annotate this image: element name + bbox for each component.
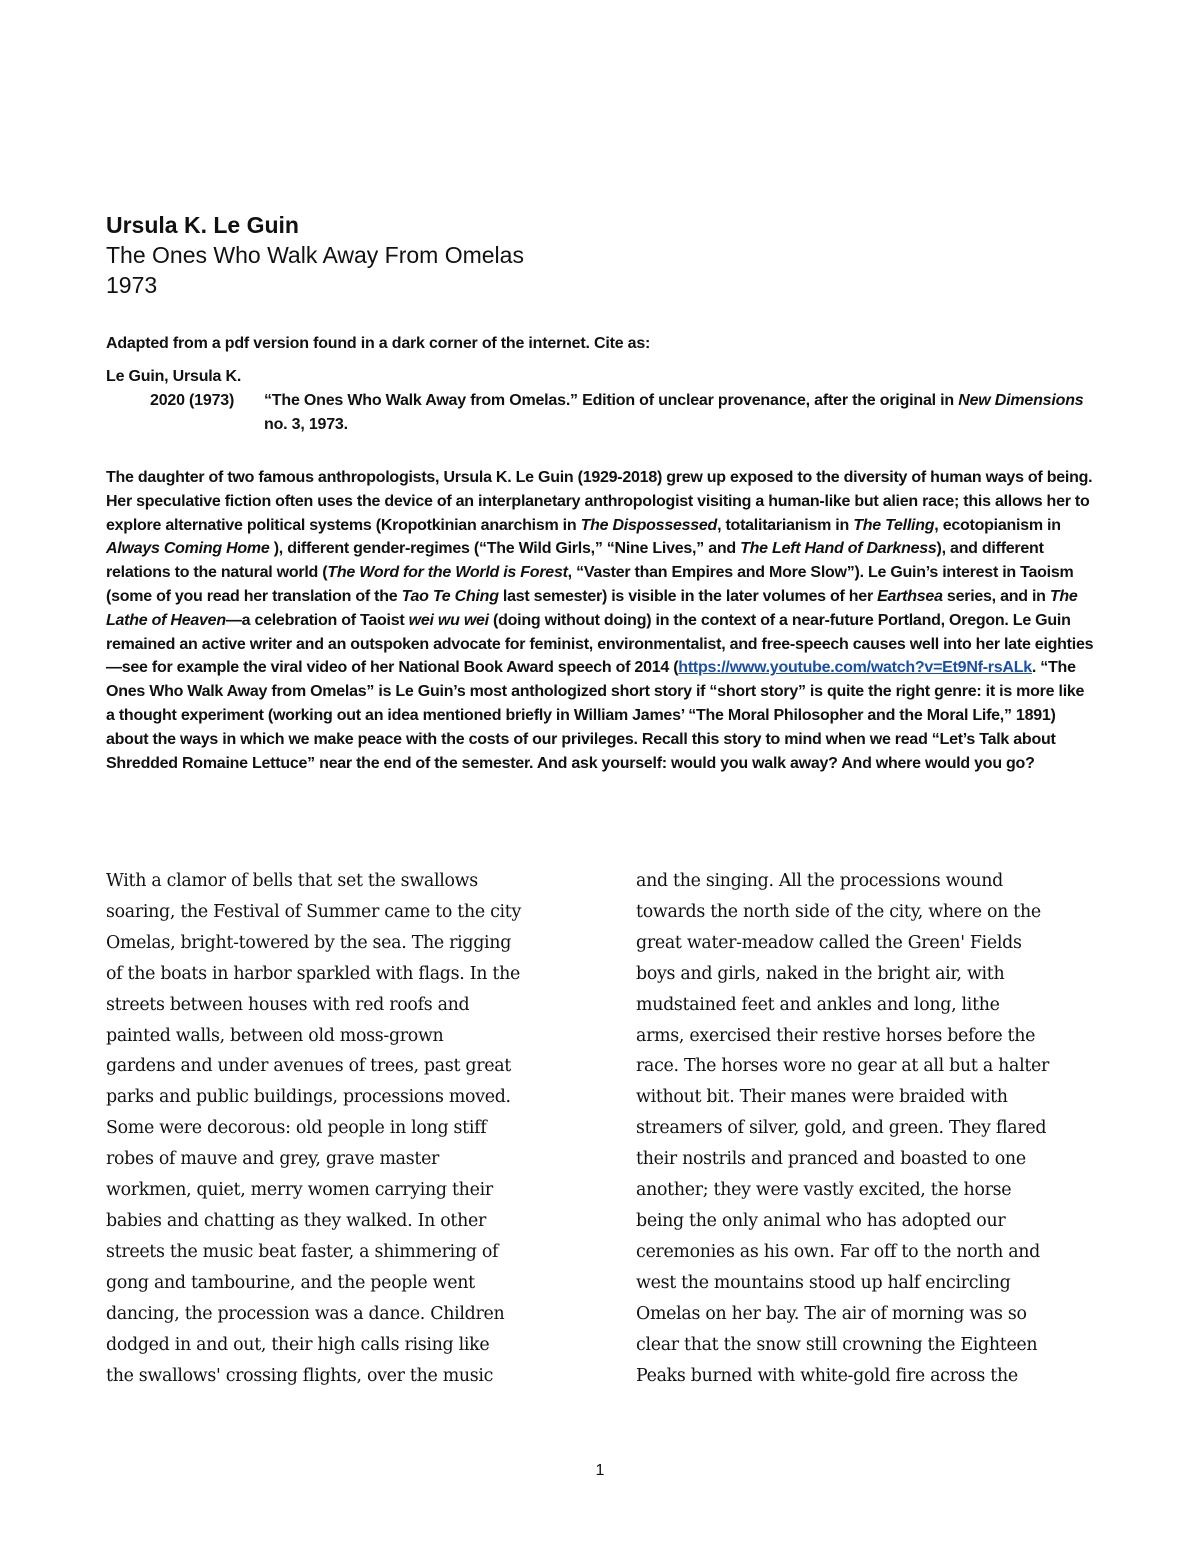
story-line: without bit. Their manes were braided with (636, 1087, 1008, 1108)
story-line: dodged in and out, their high calls rising like (106, 1334, 490, 1355)
story-line: another; they were vastly excited, the horse (636, 1180, 1012, 1201)
story-line: dancing, the procession was a dance. Children (106, 1303, 505, 1324)
story-line: boys and girls, naked in the bright air, with (636, 963, 1005, 984)
document-header (106, 210, 1096, 300)
youtube-link[interactable]: https://www.youtube.com/watch?v=Et9Nf-rsALk (678, 659, 1032, 677)
citation-note (106, 332, 1096, 437)
citation-intro: Adapted from a pdf version found in a dark corner of the internet. Cite as: (106, 335, 651, 352)
story-line: clear that the snow still crowning the Eighteen (636, 1334, 1038, 1355)
citation-italic: New Dimensions (958, 392, 1084, 409)
story-column-right (636, 866, 1106, 1391)
citation-entry (106, 389, 1096, 437)
publication-year: 1973 (106, 272, 158, 298)
story-line: streets the music beat faster, a shimmering of (106, 1241, 499, 1262)
story-line: streets between houses with red roofs and (106, 994, 470, 1015)
story-line: gong and tambourine, and the people went (106, 1272, 475, 1293)
story-line: mudstained feet and ankles and long, lithe (636, 994, 1000, 1015)
story-line: their nostrils and pranced and boasted to one (636, 1149, 1026, 1170)
story-line: arms, exercised their restive horses before the (636, 1025, 1036, 1046)
story-line: towards the north side of the city, where on the (636, 901, 1041, 922)
story-line: Peaks burned with white-gold fire across the (636, 1365, 1018, 1386)
author-name: Ursula K. Le Guin (106, 212, 299, 238)
story-line: parks and public buildings, processions moved. (106, 1087, 511, 1108)
story-line: the swallows' crossing flights, over the music (106, 1365, 494, 1386)
story-title: The Ones Who Walk Away From Omelas (106, 242, 524, 268)
story-line: ceremonies as his own. Far off to the north and (636, 1241, 1041, 1262)
page-number: 1 (595, 1462, 605, 1479)
story-line: soaring, the Festival of Summer came to the city (106, 901, 521, 922)
citation-year: 2020 (1973) (150, 392, 235, 409)
story-line: With a clamor of bells that set the swallows (106, 871, 478, 891)
story-line: being the only animal who has adopted our (636, 1210, 1006, 1231)
citation-text: “The Ones Who Walk Away from Omelas.” Edition of unclear provenance, after the original in New Dimensions no. 3, 1973. (264, 392, 1084, 433)
story-line: race. The horses wore no gear at all but a halter (636, 1056, 1050, 1077)
story-line: of the boats in harbor sparkled with flags. In the (106, 963, 520, 984)
story-line: babies and chatting as they walked. In other (106, 1210, 487, 1231)
story-line: Omelas on her bay. The air of morning was so (636, 1303, 1027, 1324)
story-line: and the singing. All the processions wound (636, 871, 1003, 891)
story-line: painted walls, between old moss-grown (106, 1025, 444, 1046)
story-line: gardens and under avenues of trees, past great (106, 1056, 511, 1077)
story-line: robes of mauve and grey, grave master (106, 1149, 440, 1170)
story-line: Some were decorous: old people in long stiff (106, 1118, 487, 1139)
story-line: west the mountains stood up half encircling (636, 1272, 1011, 1293)
story-line: workmen, quiet, merry women carrying their (106, 1180, 493, 1201)
story-line: streamers of silver, gold, and green. They flared (636, 1118, 1047, 1139)
story-column-left (106, 866, 576, 1391)
story-line: Omelas, bright-towered by the sea. The rigging (106, 932, 512, 953)
citation-name: Le Guin, Ursula K. (106, 368, 242, 385)
story-line: great water-meadow called the Green' Fields (636, 932, 1022, 953)
intro-paragraph: The daughter of two famous anthropologists, Ursula K. Le Guin (1929-2018) grew up exposed to the diversity of human ways of being. Her speculative fiction often uses the device of an interplanetary anthropologist visiting a human-like but alien race; this allows her to explore alternative political systems (Kropotkinian anarchism in The Dispossessed, totalitarianism in The Telling, ecotopianism in Always Coming Home ), different gender-regimes (“The Wild Girls,” “Nine Lives,” and The Left Hand of Darkness), and different relations to the natural world (The Word for the World is Forest, “Vaster than Empires and More Slow”). Le Guin’s interest in Taoism (some of you read her translation of the Tao Te Ching last semester) is visible in the later volumes of her Earthsea series, and in The Lathe of Heaven—a celebration of Taoist wei wu wei (doing without doing) in the context of a near-future Portland, Oregon. Le Guin remained an active writer and an outspoken advocate for feminist, environmentalist, and free-speech causes well into her late eighties—see for example the viral video of her National Book Award speech of 2014 (https://www.youtube.com/watch?v=Et9Nf-rsALk. “The Ones Who Walk Away from Omelas” is Le Guin’s most anthologized short story if “short story” is quite the right genre: it is more like a thought experiment (working out an idea mentioned briefly in William James’ “The Moral Philosopher and the Moral Life,” 1891) about the ways in which we make peace with the costs of our privileges. Recall this story to mind when we read “Let’s Talk about Shredded Romaine Lettuce” near the end of the semester. And ask yourself: would you walk away? And where would you go? (106, 469, 1094, 772)
